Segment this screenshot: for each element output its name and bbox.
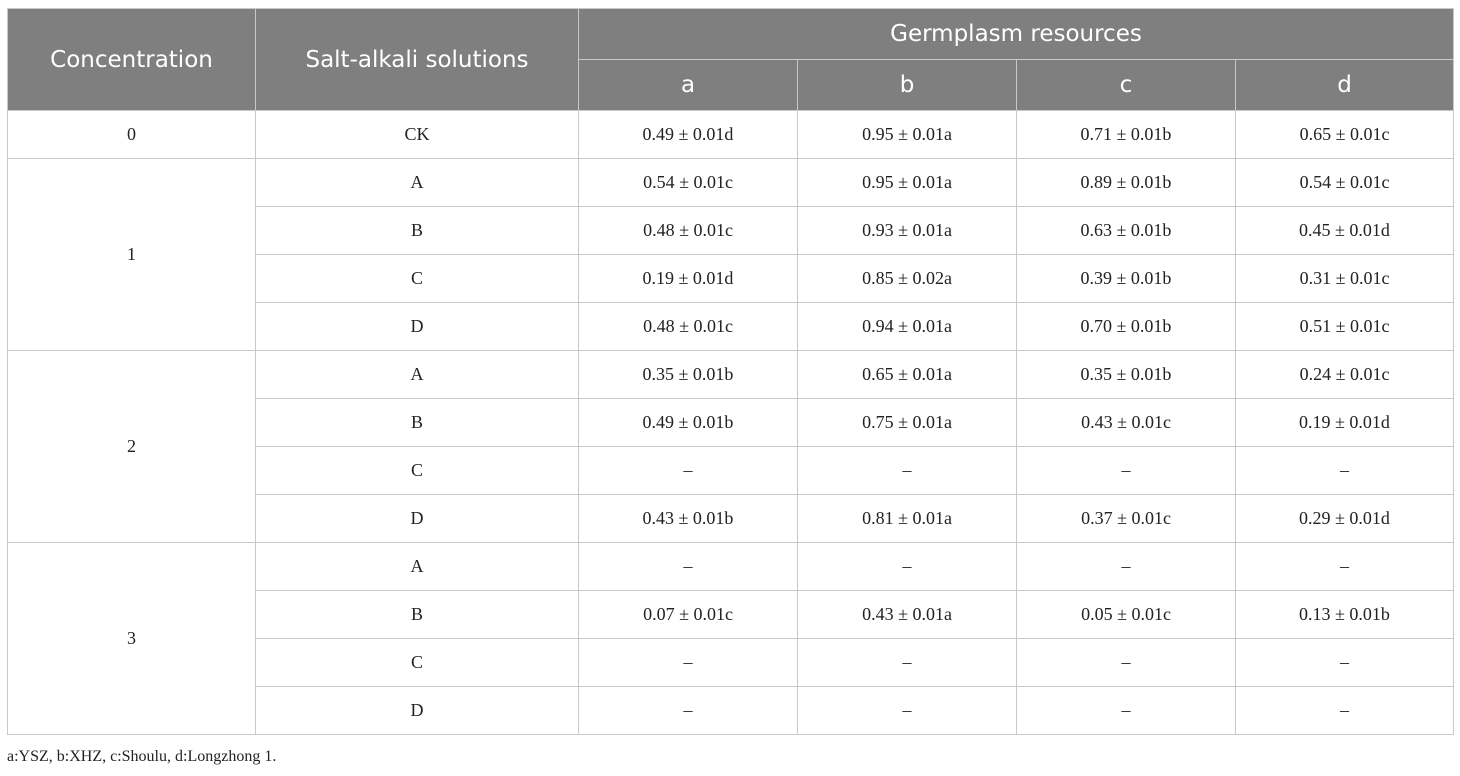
solution-cell: B bbox=[256, 399, 579, 447]
value-cell: – bbox=[1017, 447, 1236, 495]
concentration-cell: 0 bbox=[8, 111, 256, 159]
concentration-cell: 1 bbox=[8, 159, 256, 351]
table-row bbox=[8, 543, 1454, 591]
solution-cell: CK bbox=[256, 111, 579, 159]
header-col-c: c bbox=[1017, 60, 1236, 111]
value-cell: 0.54 ± 0.01c bbox=[1236, 159, 1454, 207]
value-cell: 0.89 ± 0.01b bbox=[1017, 159, 1236, 207]
value-cell: 0.19 ± 0.01d bbox=[579, 255, 798, 303]
solution-cell: A bbox=[256, 543, 579, 591]
value-cell: – bbox=[1236, 543, 1454, 591]
data-table-container bbox=[7, 8, 1453, 735]
value-cell: 0.93 ± 0.01a bbox=[798, 207, 1017, 255]
solution-cell: A bbox=[256, 351, 579, 399]
value-cell: – bbox=[798, 447, 1017, 495]
header-row-1 bbox=[8, 9, 1454, 60]
header-col-a: a bbox=[579, 60, 798, 111]
value-cell: 0.94 ± 0.01a bbox=[798, 303, 1017, 351]
solution-cell: A bbox=[256, 159, 579, 207]
header-concentration: Concentration bbox=[8, 9, 256, 111]
value-cell: 0.29 ± 0.01d bbox=[1236, 495, 1454, 543]
header-col-d: d bbox=[1236, 60, 1454, 111]
value-cell: 0.71 ± 0.01b bbox=[1017, 111, 1236, 159]
table-row bbox=[8, 351, 1454, 399]
value-cell: 0.54 ± 0.01c bbox=[579, 159, 798, 207]
solution-cell: D bbox=[256, 687, 579, 735]
value-cell: 0.49 ± 0.01b bbox=[579, 399, 798, 447]
table-row bbox=[8, 159, 1454, 207]
value-cell: – bbox=[1017, 687, 1236, 735]
value-cell: 0.81 ± 0.01a bbox=[798, 495, 1017, 543]
value-cell: 0.95 ± 0.01a bbox=[798, 159, 1017, 207]
value-cell: 0.48 ± 0.01c bbox=[579, 207, 798, 255]
value-cell: 0.43 ± 0.01b bbox=[579, 495, 798, 543]
value-cell: 0.39 ± 0.01b bbox=[1017, 255, 1236, 303]
value-cell: 0.95 ± 0.01a bbox=[798, 111, 1017, 159]
value-cell: 0.19 ± 0.01d bbox=[1236, 399, 1454, 447]
germplasm-table bbox=[7, 8, 1454, 735]
solution-cell: D bbox=[256, 303, 579, 351]
value-cell: – bbox=[579, 543, 798, 591]
concentration-cell: 2 bbox=[8, 351, 256, 543]
value-cell: 0.45 ± 0.01d bbox=[1236, 207, 1454, 255]
value-cell: 0.35 ± 0.01b bbox=[579, 351, 798, 399]
table-row bbox=[8, 111, 1454, 159]
solution-cell: C bbox=[256, 255, 579, 303]
value-cell: 0.51 ± 0.01c bbox=[1236, 303, 1454, 351]
value-cell: – bbox=[1236, 687, 1454, 735]
value-cell: 0.43 ± 0.01c bbox=[1017, 399, 1236, 447]
value-cell: 0.49 ± 0.01d bbox=[579, 111, 798, 159]
value-cell: 0.70 ± 0.01b bbox=[1017, 303, 1236, 351]
solution-cell: D bbox=[256, 495, 579, 543]
header-solutions: Salt-alkali solutions bbox=[256, 9, 579, 111]
value-cell: – bbox=[579, 639, 798, 687]
value-cell: – bbox=[1017, 639, 1236, 687]
value-cell: 0.75 ± 0.01a bbox=[798, 399, 1017, 447]
value-cell: – bbox=[1236, 639, 1454, 687]
value-cell: 0.35 ± 0.01b bbox=[1017, 351, 1236, 399]
value-cell: – bbox=[579, 447, 798, 495]
solution-cell: B bbox=[256, 207, 579, 255]
value-cell: 0.85 ± 0.02a bbox=[798, 255, 1017, 303]
table-footnote: a:YSZ, b:XHZ, c:Shoulu, d:Longzhong 1. bbox=[7, 748, 277, 765]
concentration-cell: 3 bbox=[8, 543, 256, 735]
header-germplasm-group: Germplasm resources bbox=[579, 9, 1454, 60]
solution-cell: C bbox=[256, 447, 579, 495]
value-cell: 0.48 ± 0.01c bbox=[579, 303, 798, 351]
value-cell: – bbox=[798, 687, 1017, 735]
header-col-b: b bbox=[798, 60, 1017, 111]
value-cell: 0.43 ± 0.01a bbox=[798, 591, 1017, 639]
value-cell: – bbox=[1236, 447, 1454, 495]
value-cell: 0.24 ± 0.01c bbox=[1236, 351, 1454, 399]
solution-cell: C bbox=[256, 639, 579, 687]
value-cell: 0.65 ± 0.01c bbox=[1236, 111, 1454, 159]
value-cell: 0.65 ± 0.01a bbox=[798, 351, 1017, 399]
value-cell: – bbox=[798, 543, 1017, 591]
value-cell: 0.07 ± 0.01c bbox=[579, 591, 798, 639]
value-cell: – bbox=[579, 687, 798, 735]
value-cell: – bbox=[798, 639, 1017, 687]
solution-cell: B bbox=[256, 591, 579, 639]
value-cell: – bbox=[1017, 543, 1236, 591]
value-cell: 0.37 ± 0.01c bbox=[1017, 495, 1236, 543]
value-cell: 0.31 ± 0.01c bbox=[1236, 255, 1454, 303]
value-cell: 0.05 ± 0.01c bbox=[1017, 591, 1236, 639]
value-cell: 0.63 ± 0.01b bbox=[1017, 207, 1236, 255]
value-cell: 0.13 ± 0.01b bbox=[1236, 591, 1454, 639]
